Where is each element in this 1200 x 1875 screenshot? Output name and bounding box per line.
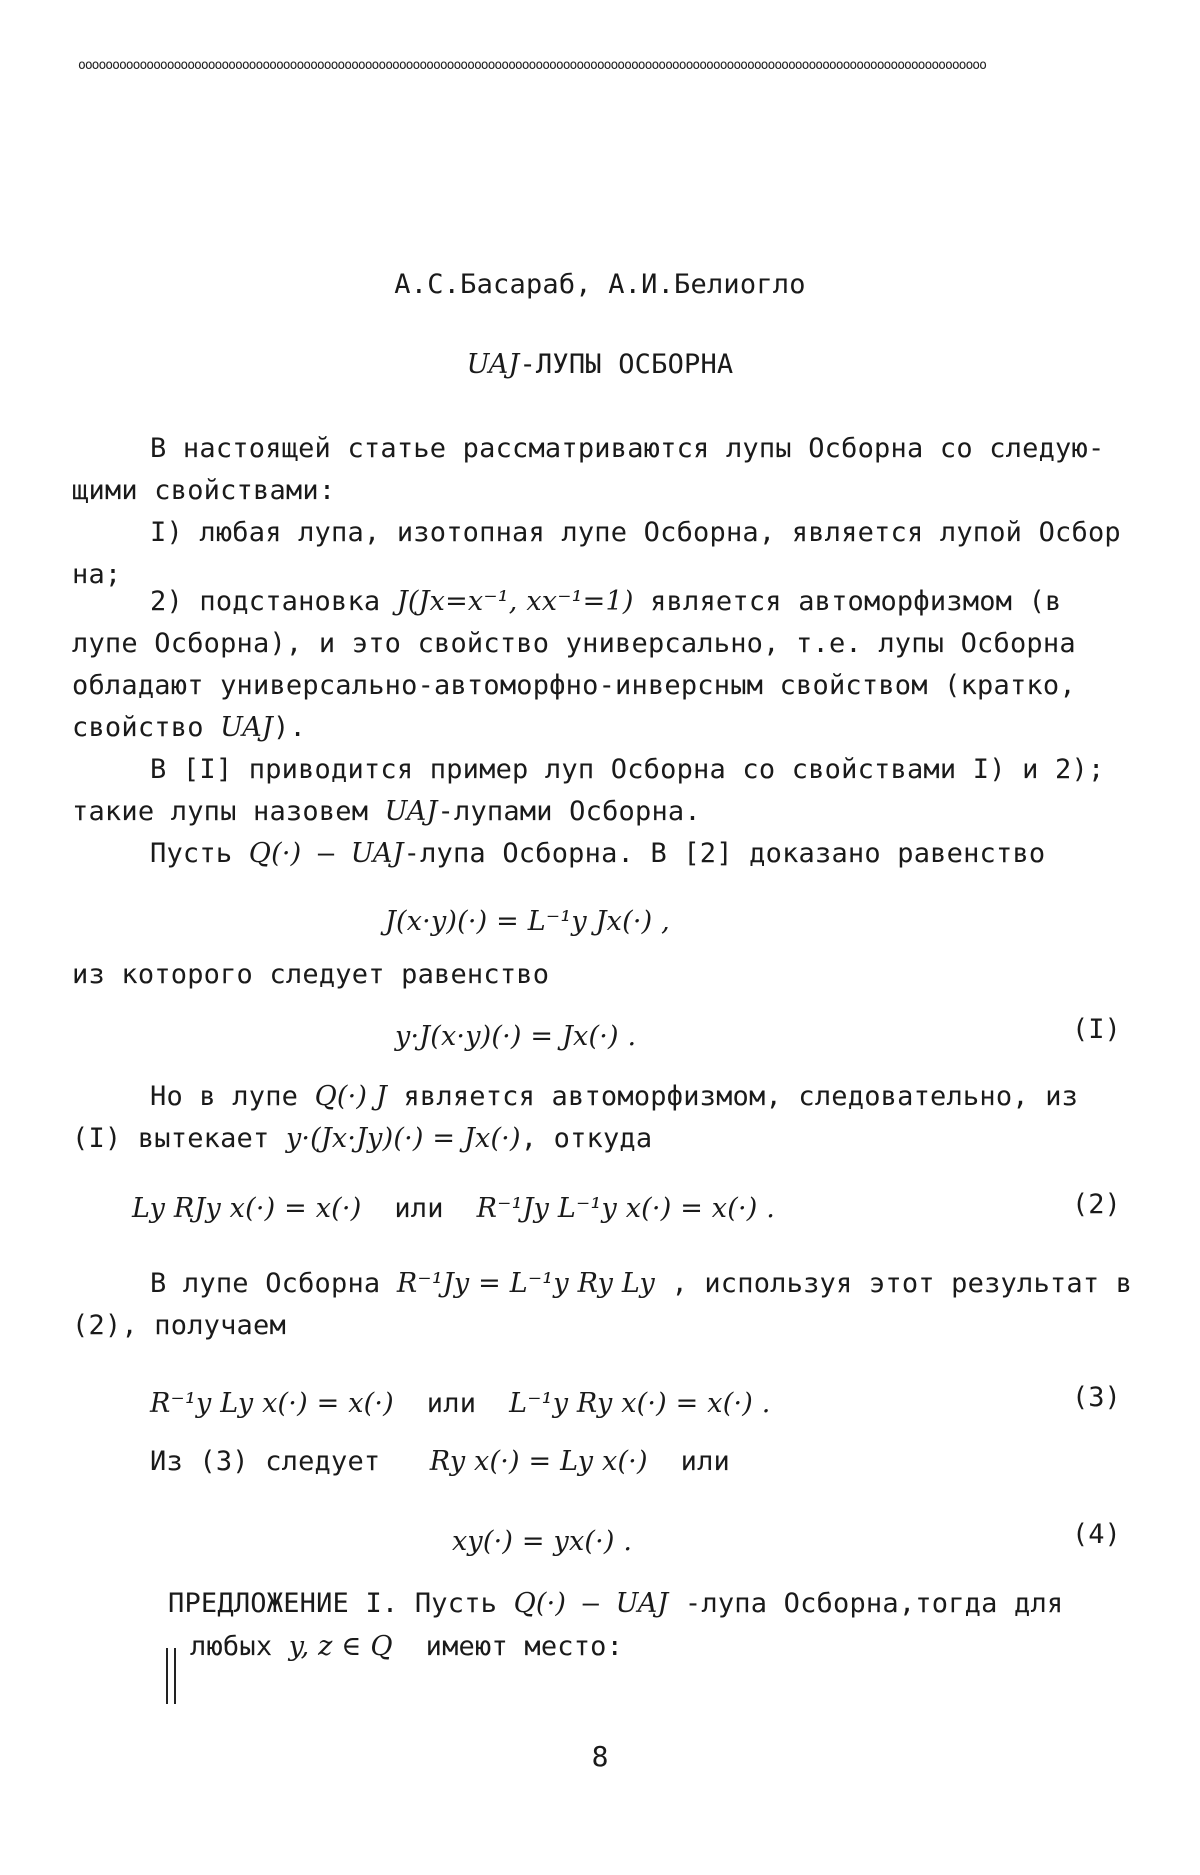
title-text: -ЛУПЫ ОСБОРНА: [519, 349, 734, 380]
formula: UAJ: [220, 712, 273, 743]
dash: –: [317, 838, 335, 869]
dash: –: [582, 1588, 600, 1619]
paragraph-2-line-2: на;: [72, 559, 122, 590]
text: 2) подстановка: [150, 586, 381, 617]
formula: R⁻¹Jy L⁻¹y x(·) = x(·) .: [476, 1193, 776, 1224]
formula: Q(·): [248, 838, 302, 869]
formula: UAJ: [350, 838, 404, 869]
article-title: [0, 348, 1200, 382]
page-number: 8: [591, 1740, 609, 1773]
equation-1-number: (I): [1072, 1014, 1121, 1045]
text: является автоморфизмом, следовательно, из: [403, 1081, 1079, 1112]
paragraph-1-line-1: В настоящей статье рассматриваются лупы Осборна со следую-: [150, 433, 1105, 464]
text: или: [680, 1446, 730, 1477]
authors: А.С.Басараб, А.И.Белиогло: [394, 269, 806, 300]
equation-2-number: (2): [1072, 1189, 1121, 1220]
formula: R⁻¹Jy = L⁻¹y Ry Ly: [396, 1268, 655, 1299]
equation-2: [132, 1192, 775, 1226]
text: свойство: [72, 712, 204, 743]
text: Пусть: [150, 838, 233, 869]
paragraph-1-line-2: щими свойствами:: [72, 475, 336, 506]
formula: y·(Jx·Jy)(·) = Jx(·): [285, 1123, 521, 1154]
formula: Ly RJy x(·) = x(·): [132, 1193, 362, 1224]
text: или: [394, 1193, 444, 1224]
proposition-line-2: [190, 1630, 623, 1664]
formula: UAJ: [384, 796, 438, 827]
paragraph-3-line-4: [72, 711, 306, 745]
equation-4: xy(·) = yx(·) .: [452, 1526, 633, 1557]
formula: J(Jx=x⁻¹, xx⁻¹=1): [396, 586, 634, 617]
proposition-line-1: [168, 1587, 1063, 1621]
text: , используя этот результат в: [671, 1268, 1133, 1299]
text: -лупа Осборна. В [2] доказано равенство: [403, 838, 1046, 869]
text: любых: [190, 1631, 273, 1662]
text: , откуда: [520, 1123, 653, 1154]
text: В лупе Осборна: [150, 1268, 381, 1299]
text: является автоморфизмом (в: [650, 586, 1062, 617]
text: ).: [272, 712, 306, 743]
paragraph-4-line-2: [72, 795, 701, 829]
formula: Q(·): [513, 1588, 567, 1619]
text: Из (3) следует: [150, 1446, 381, 1477]
paragraph-3-line-3: обладают универсально-автоморфно-инверсным свойством (кратко,: [72, 670, 1076, 701]
paragraph-7-line-1: [150, 1080, 1078, 1114]
margin-marker: [166, 1648, 176, 1704]
paragraph-5: [150, 837, 1045, 871]
text: -лупа Осборна,тогда для: [684, 1588, 1064, 1619]
paragraph-4-line-1: В [I] приводится пример луп Осборна со свойствами I) и 2);: [150, 754, 1105, 785]
formula: Ry x(·) = Ly x(·): [429, 1446, 648, 1477]
paragraph-2-line-1: I) любая лупа, изотопная лупе Осборна, является лупой Осбор: [150, 517, 1121, 548]
paragraph-6: из которого следует равенство: [72, 959, 550, 990]
equation-3-number: (3): [1072, 1382, 1121, 1413]
text: имеют место:: [425, 1631, 624, 1662]
paragraph-7-line-2: [72, 1122, 652, 1156]
text: или: [426, 1388, 477, 1419]
paragraph-9: [150, 1445, 730, 1479]
formula: R⁻¹y Ly x(·) = x(·): [150, 1388, 394, 1419]
paragraph-8-line-2: (2), получаем: [72, 1310, 286, 1341]
text: (I) вытекает: [72, 1123, 270, 1154]
equation-4-number: (4): [1072, 1519, 1121, 1550]
equation-unnumbered: J(x·y)(·) = L⁻¹y Jx(·) ,: [385, 906, 670, 937]
formula: UAJ: [615, 1588, 669, 1619]
equation-3: [150, 1387, 771, 1421]
paragraph-3-line-2: лупе Осборна), и это свойство универсально, т.е. лупы Осборна: [72, 628, 1076, 659]
text: ПРЕДЛОЖЕНИЕ I. Пусть: [168, 1588, 498, 1619]
formula: L⁻¹y Ry x(·) = x(·) .: [509, 1388, 771, 1419]
text: такие лупы назовем: [72, 796, 369, 827]
paragraph-3-line-1: [150, 585, 1061, 619]
paragraph-8-line-1: [150, 1267, 1132, 1301]
formula: Q(·) J: [314, 1081, 387, 1112]
text: Но в лупе: [150, 1081, 299, 1112]
title-math: UAJ: [466, 349, 520, 380]
decorative-top-border: ooooooooooooooooooooooooooooooooooooooooooooooooooooooooooooooooooooooooooooooooooooooooooooooooooooooooooooooooooooooooooooooooooooo: [78, 58, 986, 73]
formula: y, z ∈ Q: [288, 1631, 393, 1662]
text: -лупами Осборна.: [437, 796, 701, 827]
equation-1: y·J(x·y)(·) = Jx(·) .: [395, 1021, 637, 1052]
